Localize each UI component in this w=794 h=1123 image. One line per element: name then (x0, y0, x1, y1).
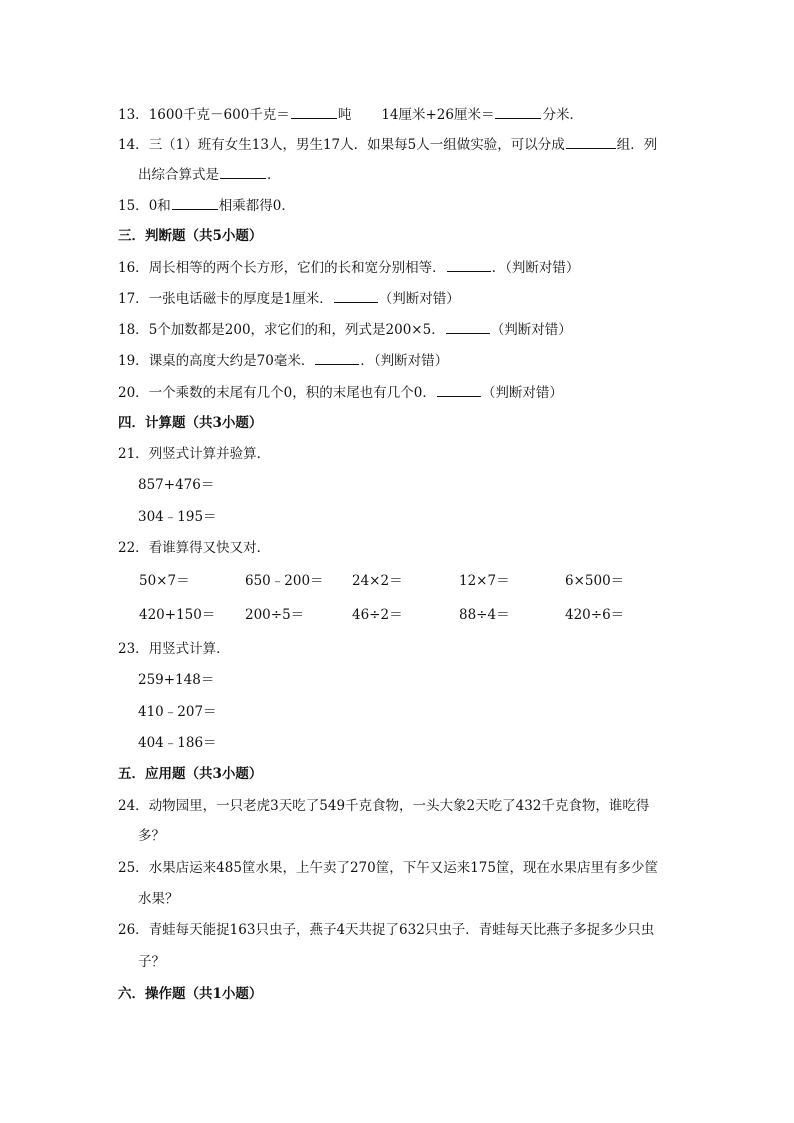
question-number: 18． (118, 322, 149, 338)
expression: 50×7＝ (139, 573, 190, 589)
question-text: 一个乘数的末尾有几个0，积的末尾也有几个0． (148, 385, 436, 401)
question-text: 一张电话磁卡的厚度是1厘米． (148, 291, 333, 307)
question-20 (118, 382, 563, 403)
answer-blank[interactable] (447, 257, 491, 272)
question-16 (118, 257, 579, 278)
question-26 (118, 920, 654, 940)
question-text: 出综合算式是 (138, 167, 219, 183)
expression: 650﹣200＝ (245, 573, 324, 589)
question-13 (118, 104, 583, 125)
answer-blank[interactable] (334, 288, 378, 303)
question-text: （判断对错） (490, 322, 572, 338)
question-text: 水果店运来485筐水果，上午卖了270筐，下午又运来175筐，现在水果店里有多少筐 (148, 860, 658, 876)
question-text: 看谁算得又快又对． (148, 540, 271, 556)
question-18 (118, 319, 572, 340)
expression: 24×2＝ (352, 573, 403, 589)
question-number: 23． (118, 641, 149, 657)
section-heading-word-problems: 五．应用题（共3小题） (118, 766, 263, 782)
answer-blank[interactable] (172, 195, 218, 210)
answer-blank[interactable] (291, 104, 337, 119)
question-number: 26． (118, 922, 149, 938)
question-number: 19． (118, 353, 149, 369)
expression: 12×7＝ (459, 573, 510, 589)
question-text: 相乘都得0． (218, 198, 295, 214)
question-17 (118, 288, 460, 309)
expression: 420÷6＝ (565, 607, 625, 623)
question-text: 吨 (337, 107, 352, 123)
question-number: 14． (118, 137, 149, 153)
expression: 46÷2＝ (352, 607, 403, 623)
question-number: 24． (118, 798, 149, 814)
question-number: 21． (118, 446, 149, 462)
answer-blank[interactable] (315, 350, 359, 365)
question-24-continued: 多？ (138, 828, 165, 844)
question-23 (118, 639, 230, 659)
question-22 (118, 538, 270, 558)
question-text: ．（判断对错） (360, 353, 449, 369)
answer-blank[interactable] (446, 319, 490, 334)
question-text: 用竖式计算． (148, 641, 230, 657)
section-heading-judgement: 三．判断题（共5小题） (118, 228, 263, 244)
question-text: 分米． (542, 107, 583, 123)
answer-blank[interactable] (566, 134, 616, 149)
question-text: 1600千克－600千克＝ (148, 107, 290, 123)
question-text: 课桌的高度大约是70毫米． (148, 353, 315, 369)
question-text: ．（判断对错） (491, 260, 580, 276)
question-14 (118, 134, 657, 155)
question-24 (118, 796, 649, 816)
question-text: 14厘米+26厘米＝ (381, 107, 495, 123)
question-15 (118, 195, 295, 216)
question-number: 20． (118, 385, 149, 401)
question-text: 青蛙每天能捉163只虫子，燕子4天共捉了632只虫子．青蛙每天比燕子多捉多少只虫 (148, 922, 655, 938)
question-number: 17． (118, 291, 149, 307)
answer-blank[interactable] (495, 104, 541, 119)
question-text: （判断对错） (481, 385, 563, 401)
question-number: 22． (118, 540, 149, 556)
question-26-continued: 子？ (138, 954, 165, 970)
question-text: 0和 (148, 198, 171, 214)
question-25 (118, 858, 658, 878)
question-text: 三（1）班有女生13人，男生17人．如果每5人一组做实验，可以分成 (148, 137, 565, 153)
question-14-continued (138, 164, 281, 185)
expression: 200÷5＝ (245, 607, 305, 623)
section-heading-operation: 六．操作题（共1小题） (118, 986, 263, 1002)
question-number: 13． (118, 107, 149, 123)
expression: 404﹣186＝ (138, 735, 217, 751)
expression: 6×500＝ (565, 573, 625, 589)
question-text: 5个加数都是200，求它们的和，列式是200×5． (148, 322, 445, 338)
expression: 88÷4＝ (459, 607, 510, 623)
answer-blank[interactable] (437, 382, 481, 397)
question-number: 15． (118, 198, 149, 214)
expression: 857+476＝ (138, 477, 215, 493)
question-text: 动物园里，一只老虎3天吃了549千克食物，一头大象2天吃了432千克食物，谁吃得 (148, 798, 650, 814)
question-25-continued: 水果？ (138, 891, 179, 907)
question-text: 周长相等的两个长方形，它们的长和宽分别相等． (148, 260, 446, 276)
question-19 (118, 350, 448, 371)
expression: 410﹣207＝ (138, 704, 217, 720)
expression: 304﹣195＝ (138, 509, 217, 525)
question-number: 16． (118, 260, 149, 276)
question-text: 组．列 (616, 137, 658, 153)
question-21 (118, 444, 270, 464)
question-number: 25． (118, 860, 149, 876)
question-text: （判断对错） (378, 291, 460, 307)
expression: 259+148＝ (138, 672, 215, 688)
section-heading-calculation: 四．计算题（共3小题） (118, 415, 263, 431)
answer-blank[interactable] (220, 164, 266, 179)
question-text: ． (267, 167, 281, 183)
expression: 420+150＝ (139, 607, 216, 623)
question-text: 列竖式计算并验算． (148, 446, 271, 462)
